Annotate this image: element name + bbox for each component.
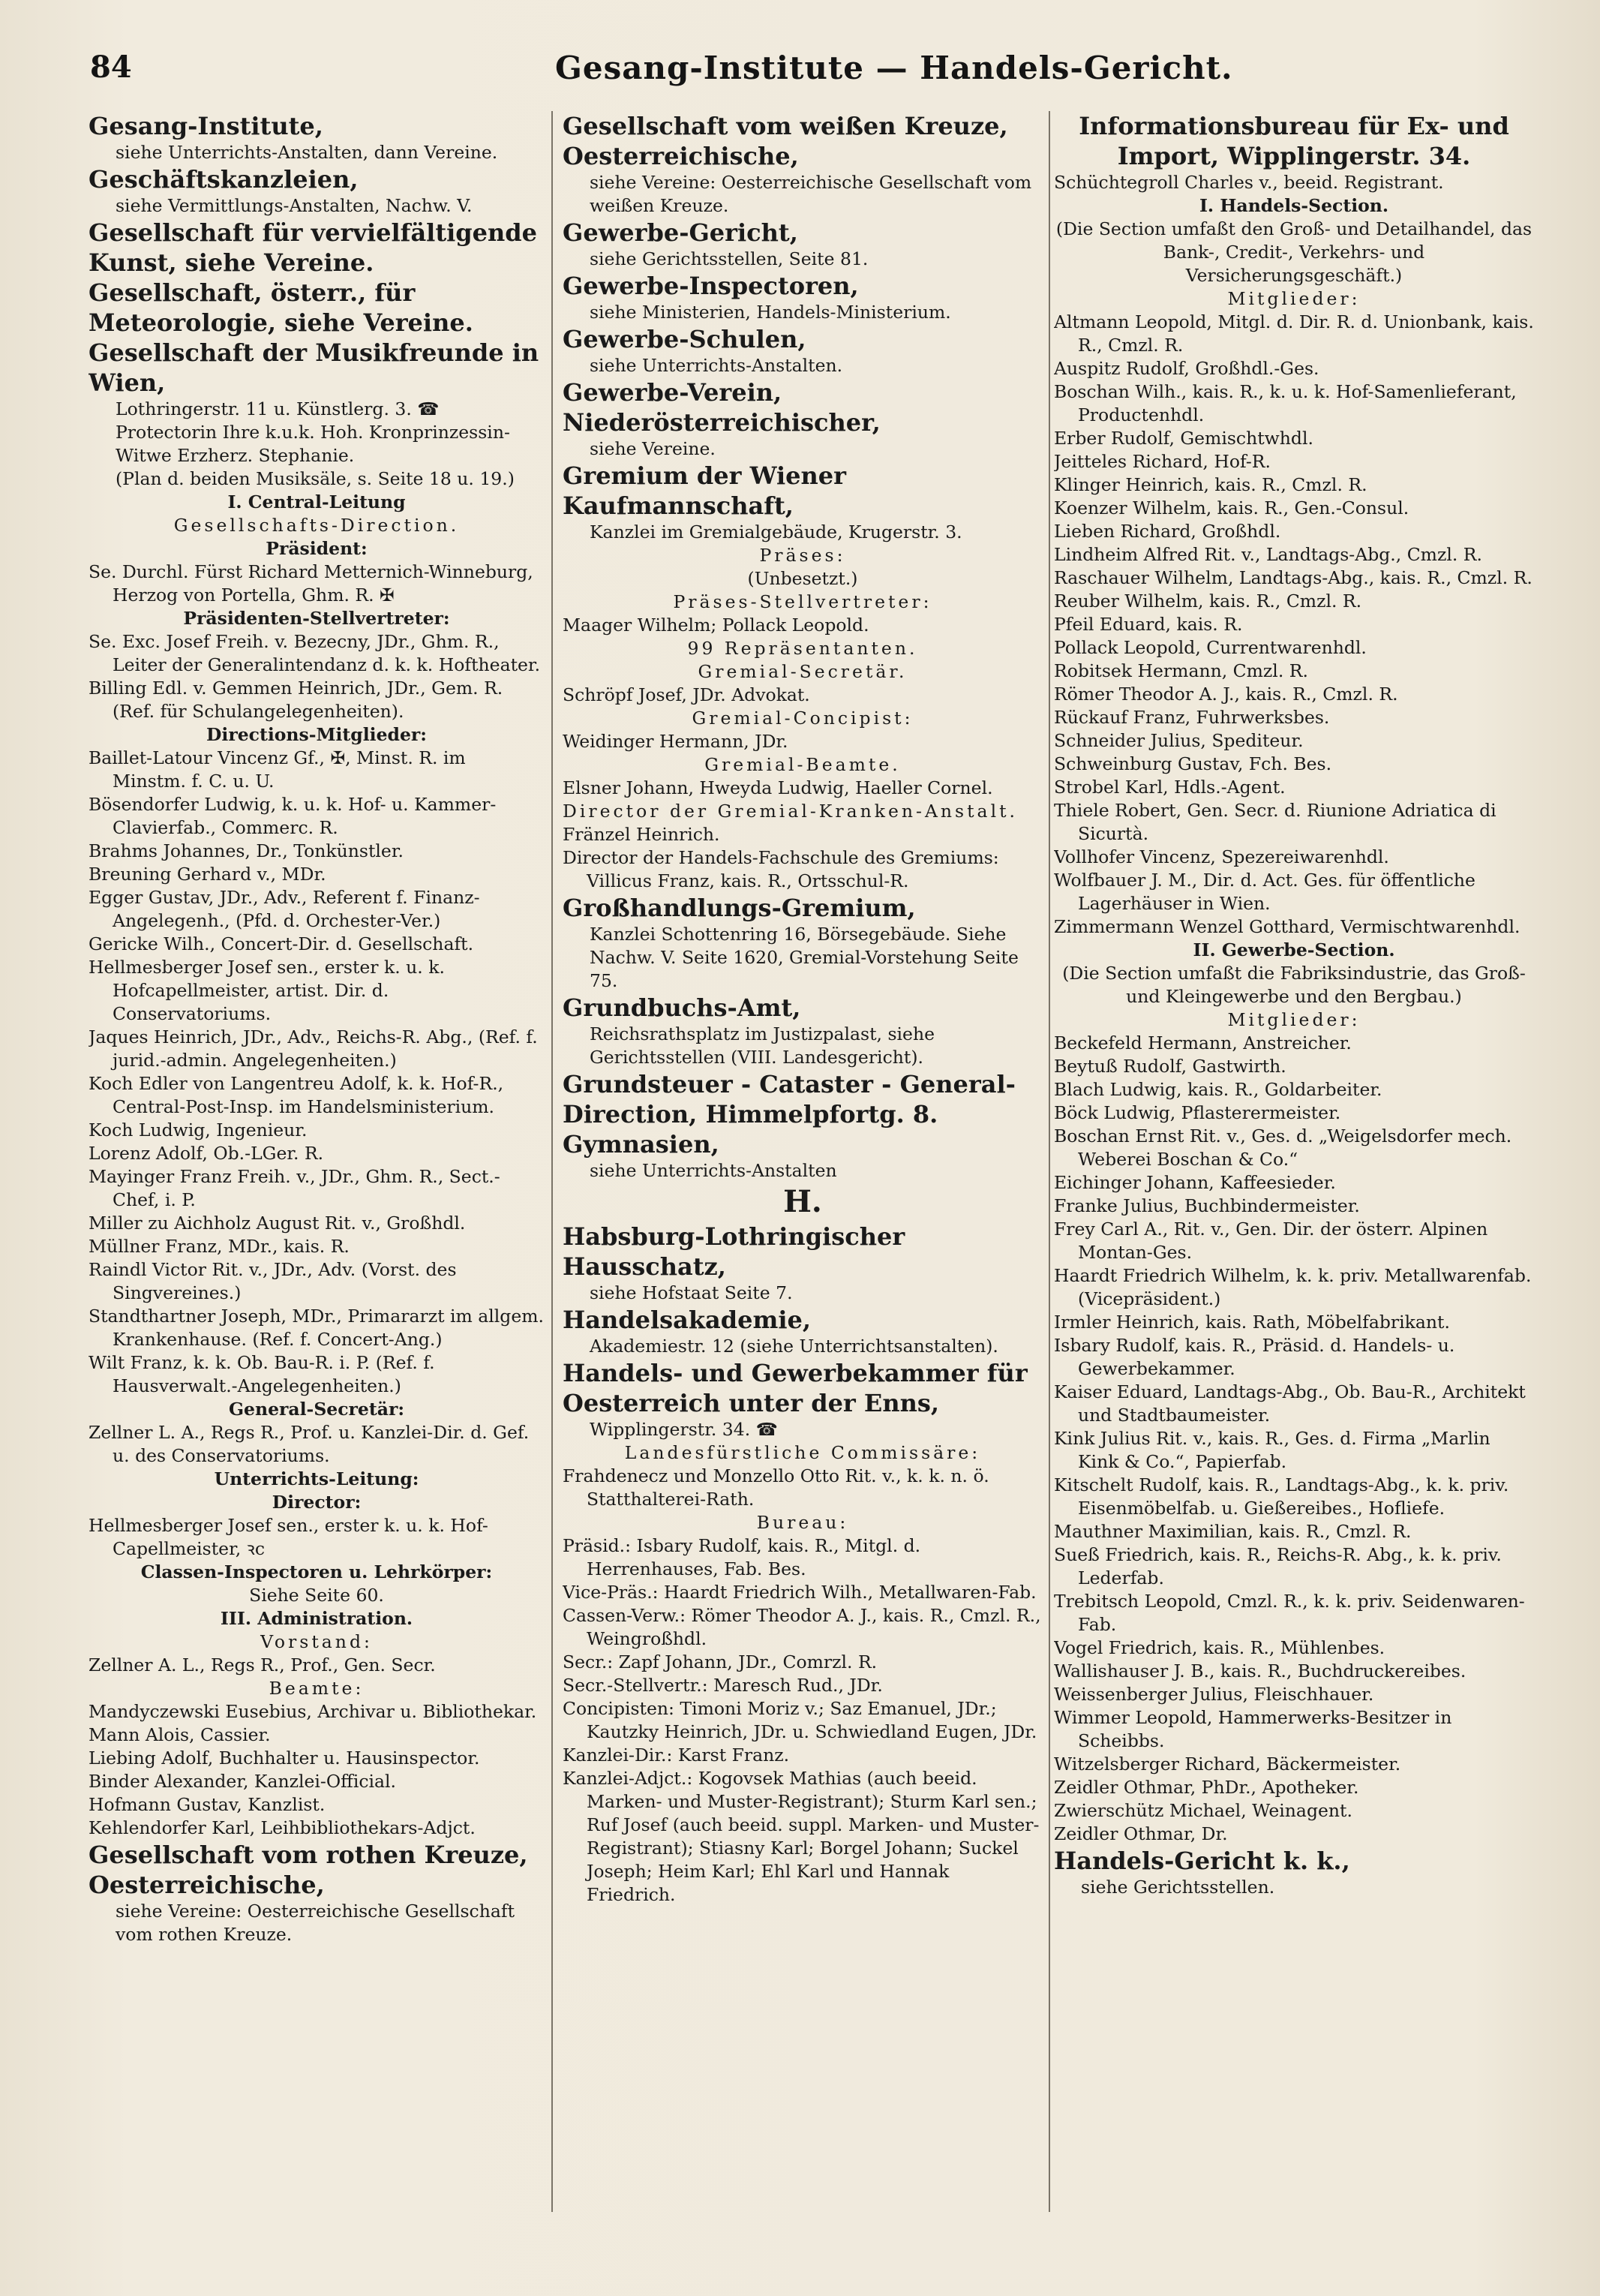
- entry-line: Elsner Johann, Hweyda Ludwig, Haeller Cornel.: [563, 777, 993, 798]
- entry-line: Isbary Rudolf, kais. R., Präsid. d. Handels- u. Gewerbekammer.: [1054, 1335, 1455, 1379]
- section-label: Beamte:: [269, 1678, 365, 1699]
- section-label: Landesfürstliche Commissäre:: [624, 1442, 981, 1463]
- entry-line: Raschauer Wilhelm, Landtags-Abg., kais. R., Cmzl. R.: [1054, 567, 1532, 588]
- entry-line: Billing Edl. v. Gemmen Heinrich, JDr., Gem. R. (Ref. für Schulangelegenheiten).: [89, 678, 503, 722]
- entry-line: Frahdenecz und Monzello Otto Rit. v., k. k. n. ö. Statthalterei-Rath.: [563, 1465, 989, 1510]
- entry-line: Schüchtegroll Charles v., beeid. Registrant.: [1054, 172, 1444, 193]
- entry-line: Se. Durchl. Fürst Richard Metternich-Winneburg, Herzog von Portella, Ghm. R. ✠: [89, 561, 533, 606]
- section-label: Gremial-Secretär.: [698, 661, 908, 682]
- entry-heading: Gymnasien,: [563, 1130, 719, 1159]
- entry-line: siehe Unterrichts-Anstalten.: [590, 355, 843, 376]
- entry-heading: Gremium der Wiener Kaufmannschaft,: [563, 461, 846, 520]
- entry-line: Se. Exc. Josef Freih. v. Bezecny, JDr., Ghm. R., Leiter der Generalintendanz d. k. k. Hoftheater.: [89, 631, 541, 675]
- entry-line: Secr.-Stellvertr.: Maresch Rud., JDr.: [563, 1675, 883, 1696]
- section-label: Gesellschafts-Direction.: [173, 515, 460, 536]
- column-right: [1054, 111, 1534, 2264]
- entry-line: Hellmesberger Josef sen., erster k. u. k. Hofcapellmeister, artist. Dir. d. Conservatoriums.: [89, 957, 445, 1024]
- entry-heading: Gewerbe-Schulen,: [563, 325, 806, 353]
- entry-line: Sueß Friedrich, kais. R., Reichs-R. Abg., k. k. priv. Lederfab.: [1054, 1544, 1502, 1588]
- entry-line: Kitschelt Rudolf, kais. R., Landtags-Abg., k. k. priv. Eisenmöbelfab. u. Gießereibes., Hofliefe.: [1054, 1474, 1509, 1519]
- column-divider: [1049, 111, 1050, 2212]
- entry-line: Zimmermann Wenzel Gotthard, Vermischtwarenhdl.: [1054, 916, 1520, 937]
- entry-line: Mayinger Franz Freih. v., JDr., Ghm. R., Sect.-Chef, i. P.: [89, 1166, 500, 1210]
- running-title: Gesang-Institute — Handels-Gericht.: [555, 50, 1233, 86]
- entry-line: Müllner Franz, MDr., kais. R.: [89, 1236, 350, 1257]
- entry-line: Wallishauser J. B., kais. R., Buchdruckereibes.: [1054, 1660, 1466, 1681]
- entry-line: Trebitsch Leopold, Cmzl. R., k. k. priv. Seidenwaren-Fab.: [1054, 1591, 1525, 1635]
- entry-line: Lindheim Alfred Rit. v., Landtags-Abg., Cmzl. R.: [1054, 544, 1482, 565]
- entry-line: Raindl Victor Rit. v., JDr., Adv. (Vorst. des Singvereines.): [89, 1259, 457, 1303]
- entry-line: Lorenz Adolf, Ob.-LGer. R.: [89, 1143, 324, 1164]
- entry-line: Mandyczewski Eusebius, Archivar u. Bibliothekar.: [89, 1701, 537, 1722]
- entry-line: Witzelsberger Richard, Bäckermeister.: [1054, 1754, 1401, 1775]
- entry-line: Liebing Adolf, Buchhalter u. Hausinspector.: [89, 1748, 480, 1769]
- entry-heading: Grundbuchs-Amt,: [563, 993, 801, 1022]
- entry-heading: Habsburg-Lothringischer Hausschatz,: [563, 1222, 905, 1281]
- entry-line: Weidinger Hermann, JDr.: [563, 731, 788, 752]
- entry-line: Römer Theodor A. J., kais. R., Cmzl. R.: [1054, 684, 1398, 705]
- entry-line: Eichinger Johann, Kaffeesieder.: [1054, 1172, 1336, 1193]
- entry-line: Koch Edler von Langentreu Adolf, k. k. Hof-R., Central-Post-Insp. im Handelsministerium.: [89, 1073, 504, 1117]
- entry-line: Koenzer Wilhelm, kais. R., Gen.-Consul.: [1054, 497, 1409, 518]
- section-label: Präses-Stellvertreter:: [673, 591, 932, 612]
- section-label: Siehe Seite 60.: [249, 1585, 384, 1606]
- section-label: Gremial-Concipist:: [692, 708, 914, 729]
- entry-line: Haardt Friedrich Wilhelm, k. k. priv. Metallwarenfab. (Vicepräsident.): [1054, 1265, 1532, 1309]
- column-left: [89, 111, 545, 2264]
- entry-line: siehe Gerichtsstellen, Seite 81.: [590, 248, 869, 269]
- section-label: General-Secretär:: [228, 1399, 405, 1420]
- entry-line: Director der Handels-Fachschule des Gremiums: Villicus Franz, kais. R., Ortsschul-R.: [563, 847, 999, 891]
- section-label: Directions-Mitglieder:: [206, 724, 427, 745]
- alphabet-letter: H.: [783, 1184, 822, 1219]
- entry-line: Lothringerstr. 11 u. Künstlerg. 3. ☎: [116, 398, 440, 419]
- page-number: 84: [90, 50, 132, 85]
- entry-line: Zwierschütz Michael, Weinagent.: [1054, 1800, 1352, 1821]
- entry-line: Breuning Gerhard v., MDr.: [89, 864, 326, 885]
- section-label: Classen-Inspectoren u. Lehrkörper:: [140, 1561, 493, 1582]
- entry-heading: Gewerbe-Verein, Niederösterreichischer,: [563, 378, 881, 437]
- entry-line: siehe Vermittlungs-Anstalten, Nachw. V.: [116, 195, 473, 216]
- entry-line: siehe Unterrichts-Anstalten: [590, 1160, 837, 1181]
- entry-line: Jeitteles Richard, Hof-R.: [1054, 451, 1271, 472]
- entry-line: Standthartner Joseph, MDr., Primararzt im allgem. Krankenhause. (Ref. f. Concert-Ang.): [89, 1306, 545, 1350]
- entry-line: siehe Gerichtsstellen.: [1081, 1877, 1275, 1898]
- entry-heading: Handels- und Gewerbekammer für Oesterreich unter der Enns,: [563, 1359, 1028, 1417]
- entry-line: Altmann Leopold, Mitgl. d. Dir. R. d. Unionbank, kais. R., Cmzl. R.: [1054, 311, 1534, 356]
- entry-line: Schröpf Josef, JDr. Advokat.: [563, 684, 810, 705]
- entry-line: Vollhofer Vincenz, Spezereiwarenhdl.: [1054, 846, 1389, 867]
- section-label: (Die Section umfaßt den Groß- und Detailhandel, das Bank-, Credit-, Verkehrs- und Versicherungsgeschäft.): [1055, 218, 1532, 286]
- section-label: Präsidenten-Stellvertreter:: [183, 608, 450, 629]
- entry-line: Boschan Ernst Rit. v., Ges. d. „Weigelsdorfer mech. Weberei Boschan & Co.“: [1054, 1125, 1512, 1170]
- section-label: Unterrichts-Leitung:: [214, 1468, 419, 1489]
- section-label: I. Central-Leitung: [227, 491, 406, 512]
- entry-line: Kanzlei-Dir.: Karst Franz.: [563, 1745, 790, 1766]
- entry-line: Thiele Robert, Gen. Secr. d. Riunione Adriatica di Sicurtà.: [1054, 800, 1496, 844]
- entry-line: Hofmann Gustav, Kanzlist.: [89, 1794, 326, 1815]
- column-divider: [551, 111, 553, 2212]
- entry-line: Fränzel Heinrich.: [563, 824, 720, 845]
- section-label: I. Handels-Section.: [1199, 195, 1389, 216]
- entry-line: Kanzlei im Gremialgebäude, Krugerstr. 3.: [590, 521, 962, 542]
- entry-line: Wilt Franz, k. k. Ob. Bau-R. i. P. (Ref. f. Hausverwalt.-Angelegenheiten.): [89, 1352, 435, 1396]
- entry-line: Zellner L. A., Regs R., Prof. u. Kanzlei-Dir. d. Gef. u. des Conservatoriums.: [89, 1422, 530, 1466]
- entry-line: Bösendorfer Ludwig, k. u. k. Hof- u. Kammer-Clavierfab., Commerc. R.: [89, 794, 497, 838]
- entry-heading: Gewerbe-Gericht,: [563, 218, 798, 247]
- entry-heading: Gewerbe-Inspectoren,: [563, 272, 859, 300]
- entry-line: Zeidler Othmar, PhDr., Apotheker.: [1054, 1777, 1359, 1798]
- entry-line: Wimmer Leopold, Hammerwerks-Besitzer in Scheibbs.: [1054, 1707, 1452, 1751]
- entry-line: Kehlendorfer Karl, Leihbibliothekars-Adjct.: [89, 1817, 476, 1838]
- entry-heading: Geschäftskanzleien,: [89, 165, 359, 194]
- entry-line: Kanzlei-Adjct.: Kogovsek Mathias (auch beeid. Marken- und Muster-Registrant); Sturm Karl sen.; Ruf Josef (auch beeid. suppl. Marken- und Muster-Registrant); Stiasny Karl; Borgel Johann; Suckel Joseph; Heim Karl; Ehl Karl und Hannak Friedrich.: [563, 1768, 1040, 1905]
- section-label: Bureau:: [756, 1512, 849, 1533]
- entry-line: Jaques Heinrich, JDr., Adv., Reichs-R. Abg., (Ref. f. jurid.-admin. Angelegenheiten.): [89, 1026, 538, 1071]
- entry-line: Gericke Wilh., Concert-Dir. d. Gesellschaft.: [89, 933, 474, 954]
- entry-line: Auspitz Rudolf, Großhdl.-Ges.: [1054, 358, 1319, 379]
- entry-heading: Gesellschaft, österr., für Meteorologie, siehe Vereine.: [89, 278, 473, 337]
- entry-line: Zeidler Othmar, Dr.: [1054, 1823, 1228, 1844]
- entry-line: Secr.: Zapf Johann, JDr., Comrzl. R.: [563, 1651, 878, 1672]
- entry-line: Pfeil Eduard, kais. R.: [1054, 614, 1243, 635]
- section-label: 99 Repräsentanten.: [687, 638, 918, 659]
- entry-line: Blach Ludwig, kais. R., Goldarbeiter.: [1054, 1079, 1382, 1100]
- entry-line: Miller zu Aichholz August Rit. v., Großhdl.: [89, 1213, 466, 1234]
- entry-line: Wipplingerstr. 34. ☎: [590, 1419, 778, 1440]
- entry-line: Rückauf Franz, Fuhrwerksbes.: [1054, 707, 1330, 728]
- entry-line: Präsid.: Isbary Rudolf, kais. R., Mitgl. d. Herrenhauses, Fab. Bes.: [563, 1535, 921, 1579]
- entry-line: Robitsek Hermann, Cmzl. R.: [1054, 660, 1308, 681]
- entry-heading: Gesellschaft der Musikfreunde in Wien,: [89, 338, 539, 397]
- section-label: Vorstand:: [260, 1631, 373, 1652]
- section-label: Mitglieder:: [1227, 288, 1361, 309]
- entry-line: Pollack Leopold, Currentwarenhdl.: [1054, 637, 1367, 658]
- entry-line: Frey Carl A., Rit. v., Gen. Dir. der österr. Alpinen Montan-Ges.: [1054, 1219, 1488, 1263]
- entry-line: Maager Wilhelm; Pollack Leopold.: [563, 615, 869, 636]
- entry-line: Schweinburg Gustav, Fch. Bes.: [1054, 753, 1332, 774]
- entry-line: Director der Gremial-Kranken-Anstalt.: [563, 801, 1018, 822]
- entry-line: Kanzlei Schottenring 16, Börsegebäude. Siehe Nachw. V. Seite 1620, Gremial-Vorstehung Seite 75.: [590, 924, 1019, 991]
- entry-line: Strobel Karl, Hdls.-Agent.: [1054, 777, 1286, 798]
- entry-line: Concipisten: Timoni Moriz v.; Saz Emanuel, JDr.; Kautzky Heinrich, JDr. u. Schwiedland Eugen, JDr.: [563, 1698, 1037, 1742]
- entry-line: Vogel Friedrich, kais. R., Mühlenbes.: [1054, 1637, 1385, 1658]
- entry-line: Klinger Heinrich, kais. R., Cmzl. R.: [1054, 474, 1367, 495]
- entry-line: Mauthner Maximilian, kais. R., Cmzl. R.: [1054, 1521, 1412, 1542]
- section-label: (Unbesetzt.): [747, 568, 858, 589]
- entry-heading: Grundsteuer - Cataster - General-Direction, Himmelpfortg. 8.: [563, 1070, 1016, 1128]
- entry-line: Kaiser Eduard, Landtags-Abg., Ob. Bau-R., Architekt und Stadtbaumeister.: [1054, 1381, 1526, 1426]
- entry-line: Egger Gustav, JDr., Adv., Referent f. Finanz-Angelegenh., (Pfd. d. Orchester-Ver.): [89, 887, 480, 931]
- entry-line: Irmler Heinrich, kais. Rath, Möbelfabrikant.: [1054, 1312, 1450, 1333]
- section-label: Mitglieder:: [1227, 1009, 1361, 1030]
- entry-line: siehe Hofstaat Seite 7.: [590, 1282, 793, 1303]
- entry-line: Franke Julius, Buchbindermeister.: [1054, 1195, 1360, 1216]
- section-label: II. Gewerbe-Section.: [1193, 939, 1395, 960]
- entry-line: Weissenberger Julius, Fleischhauer.: [1054, 1684, 1374, 1705]
- entry-line: Lieben Richard, Großhdl.: [1054, 521, 1281, 542]
- entry-line: Cassen-Verw.: Römer Theodor A. J., kais. R., Cmzl. R., Weingroßhdl.: [563, 1605, 1041, 1649]
- entry-heading: Gesang-Institute,: [89, 112, 323, 140]
- entry-line: Koch Ludwig, Ingenieur.: [89, 1119, 308, 1140]
- entry-line: Zellner A. L., Regs R., Prof., Gen. Secr.: [89, 1654, 436, 1675]
- entry-heading: Gesellschaft vom weißen Kreuze, Oesterreichische,: [563, 112, 1008, 170]
- entry-line: siehe Unterrichts-Anstalten, dann Vereine.: [116, 142, 498, 163]
- entry-line: Boschan Wilh., kais. R., k. u. k. Hof-Samenlieferant, Productenhdl.: [1054, 381, 1517, 425]
- entry-heading: Informationsbureau für Ex- und Import, Wipplingerstr. 34.: [1079, 112, 1509, 170]
- section-label: III. Administration.: [220, 1608, 413, 1629]
- entry-heading: Handelsakademie,: [563, 1306, 812, 1334]
- entry-line: Reichsrathsplatz im Justizpalast, siehe Gerichtsstellen (VIII. Landesgericht).: [590, 1023, 935, 1068]
- entry-line: Böck Ludwig, Pflasterermeister.: [1054, 1102, 1341, 1123]
- entry-line: Kink Julius Rit. v., kais. R., Ges. d. Firma „Marlin Kink & Co.“, Papierfab.: [1054, 1428, 1490, 1472]
- entry-line: siehe Ministerien, Handels-Ministerium.: [590, 302, 951, 323]
- entry-heading: Gesellschaft vom rothen Kreuze, Oesterreichische,: [89, 1841, 528, 1899]
- entry-line: Hellmesberger Josef sen., erster k. u. k. Hof-Capellmeister, ꝛc: [89, 1515, 488, 1559]
- section-label: Präsident:: [266, 538, 368, 559]
- entry-line: Baillet-Latour Vincenz Gf., ✠, Minst. R. im Minstm. f. C. u. U.: [89, 747, 466, 792]
- entry-line: siehe Vereine.: [590, 438, 716, 459]
- entry-line: siehe Vereine: Oesterreichische Gesellschaft vom rothen Kreuze.: [116, 1901, 515, 1945]
- entry-line: Mann Alois, Cassier.: [89, 1724, 271, 1745]
- section-label: Präses:: [759, 545, 846, 566]
- entry-line: siehe Vereine: Oesterreichische Gesellschaft vom weißen Kreuze.: [590, 172, 1032, 216]
- entry-line: Binder Alexander, Kanzlei-Official.: [89, 1771, 397, 1792]
- entry-line: Erber Rudolf, Gemischtwhdl.: [1054, 428, 1313, 449]
- column-middle: [563, 111, 1043, 2264]
- entry-line: Protectorin Ihre k.u.k. Hoh. Kronprinzessin-Witwe Erzherz. Stephanie.: [116, 422, 510, 466]
- entry-line: Wolfbauer J. M., Dir. d. Act. Ges. für öffentliche Lagerhäuser in Wien.: [1054, 870, 1475, 914]
- entry-line: Reuber Wilhelm, kais. R., Cmzl. R.: [1054, 591, 1362, 612]
- entry-line: (Plan d. beiden Musiksäle, s. Seite 18 u. 19.): [116, 468, 515, 489]
- section-label: Gremial-Beamte.: [704, 754, 901, 775]
- entry-heading: Handels-Gericht k. k.,: [1054, 1847, 1350, 1875]
- entry-heading: Großhandlungs-Gremium,: [563, 894, 916, 922]
- entry-heading: Gesellschaft für vervielfältigende Kunst, siehe Vereine.: [89, 218, 537, 277]
- entry-line: Beytuß Rudolf, Gastwirth.: [1054, 1056, 1286, 1077]
- section-label: (Die Section umfaßt die Fabriksindustrie, das Groß- und Kleingewerbe und den Bergbau.): [1062, 963, 1526, 1007]
- entry-line: Akademiestr. 12 (siehe Unterrichtsanstalten).: [590, 1336, 998, 1357]
- entry-line: Beckefeld Hermann, Anstreicher.: [1054, 1032, 1352, 1053]
- section-label: Director:: [272, 1492, 362, 1513]
- entry-line: Schneider Julius, Spediteur.: [1054, 730, 1304, 751]
- entry-line: Brahms Johannes, Dr., Tonkünstler.: [89, 840, 404, 861]
- entry-line: Vice-Präs.: Haardt Friedrich Wilh., Metallwaren-Fab.: [563, 1582, 1037, 1603]
